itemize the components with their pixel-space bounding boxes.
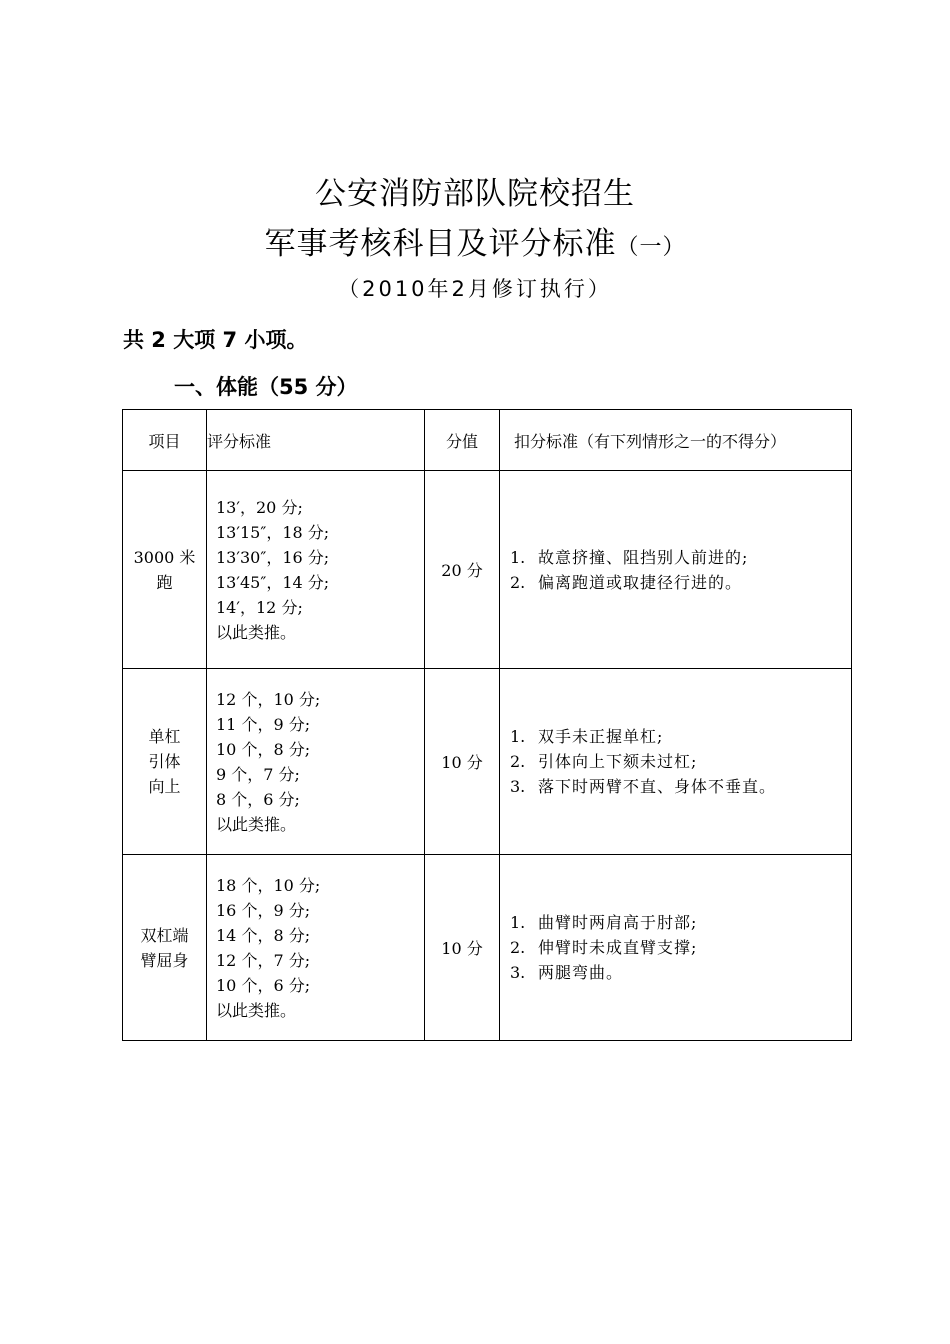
deduction-rule [500,545,851,570]
standard-line: 13′30″，16 分; [216,547,330,567]
score-cell: 10 分 [425,855,500,1041]
deduction-rule [500,910,851,935]
standard-line: 以此类推。 [216,1000,297,1020]
rule-number: 2. [510,572,526,592]
standard-line: 以此类推。 [216,814,297,834]
standard-line: 14′，12 分; [216,597,303,617]
table-row [123,471,852,669]
standard-line: 16 个，9 分; [216,900,311,920]
standard-line: 13′15″，18 分; [216,522,330,542]
item-name-line: 双杠端 [140,925,189,945]
rule-text: 双手未正握单杠; [538,727,664,746]
standard-line: 14 个，8 分; [216,925,311,945]
item-name-line: 向上 [148,777,181,796]
standard-cell [207,855,425,1041]
standard-line: 13′，20 分; [216,497,303,517]
item-name-line: 臂屈身 [140,950,189,970]
item-name-line: 3000 米 [133,547,196,567]
standard-line: 12 个，7 分; [216,950,311,970]
standard-line: 以此类推。 [216,622,297,642]
header-standard: 评分标准 [207,410,425,471]
section-heading: 一、体能（55 分） [174,375,358,399]
document-title-line1: 公安消防部队院校招生 [315,176,635,212]
standard-line: 10 个，6 分; [216,975,311,995]
table-row [123,855,852,1041]
standard-line: 10 个，8 分; [216,739,311,759]
standard-line: 8 个，6 分; [216,789,300,809]
item-cell [123,471,207,669]
standard-line: 11 个，9 分; [216,714,311,734]
standard-cell [207,471,425,669]
rule-number: 2. [510,938,526,957]
deduction-rule [500,935,851,960]
item-cell [123,669,207,855]
deduction-cell [500,669,852,855]
scoring-table [122,409,852,1041]
item-cell [123,855,207,1041]
rule-text: 落下时两臂不直、身体不垂直。 [538,777,777,796]
summary-text: 共 2 大项 7 小项。 [123,328,308,352]
revision-note: （2010年2月修订执行） [338,277,612,301]
standard-line: 13′45″，14 分; [216,572,330,592]
table-header-row [123,410,852,471]
deduction-cell [500,855,852,1041]
rule-number: 1. [510,547,526,567]
rule-text: 引体向上下颏未过杠; [538,752,698,771]
deduction-rule [500,774,851,799]
title-line2-text: 军事考核科目及评分标准 [264,226,617,262]
table-row [123,669,852,855]
deduction-rule [500,960,851,985]
deduction-cell [500,471,852,669]
rule-text: 偏离跑道或取捷径行进的。 [538,572,743,592]
rule-number: 2. [510,752,526,771]
score-cell: 10 分 [425,669,500,855]
rule-text: 两腿弯曲。 [538,963,624,982]
standard-line: 18 个，10 分; [216,875,321,895]
deduction-rule [500,570,851,595]
header-deduction: 扣分标准（有下列情形之一的不得分） [500,410,852,471]
document-title-line2 [0,218,950,263]
rule-text: 曲臂时两肩高于肘部; [538,913,698,932]
item-name-line: 引体 [148,752,181,771]
rule-number: 1. [510,913,526,932]
deduction-rule [500,724,851,749]
header-score: 分值 [425,410,500,471]
rule-text: 伸臂时未成直臂支撑; [538,938,698,957]
rule-number: 3. [510,963,526,982]
rule-number: 1. [510,727,526,746]
header-item: 项目 [123,410,207,471]
standard-line: 9 个，7 分; [216,764,300,784]
rule-number: 3. [510,777,526,796]
rule-text: 故意挤撞、阻挡别人前进的; [538,547,749,567]
standard-line: 12 个，10 分; [216,689,321,709]
item-name-line: 单杠 [148,727,181,746]
standard-cell [207,669,425,855]
item-name-line: 跑 [156,572,173,592]
deduction-rule [500,749,851,774]
score-cell: 20 分 [425,471,500,669]
title-line2-suffix: （一） [616,235,686,260]
